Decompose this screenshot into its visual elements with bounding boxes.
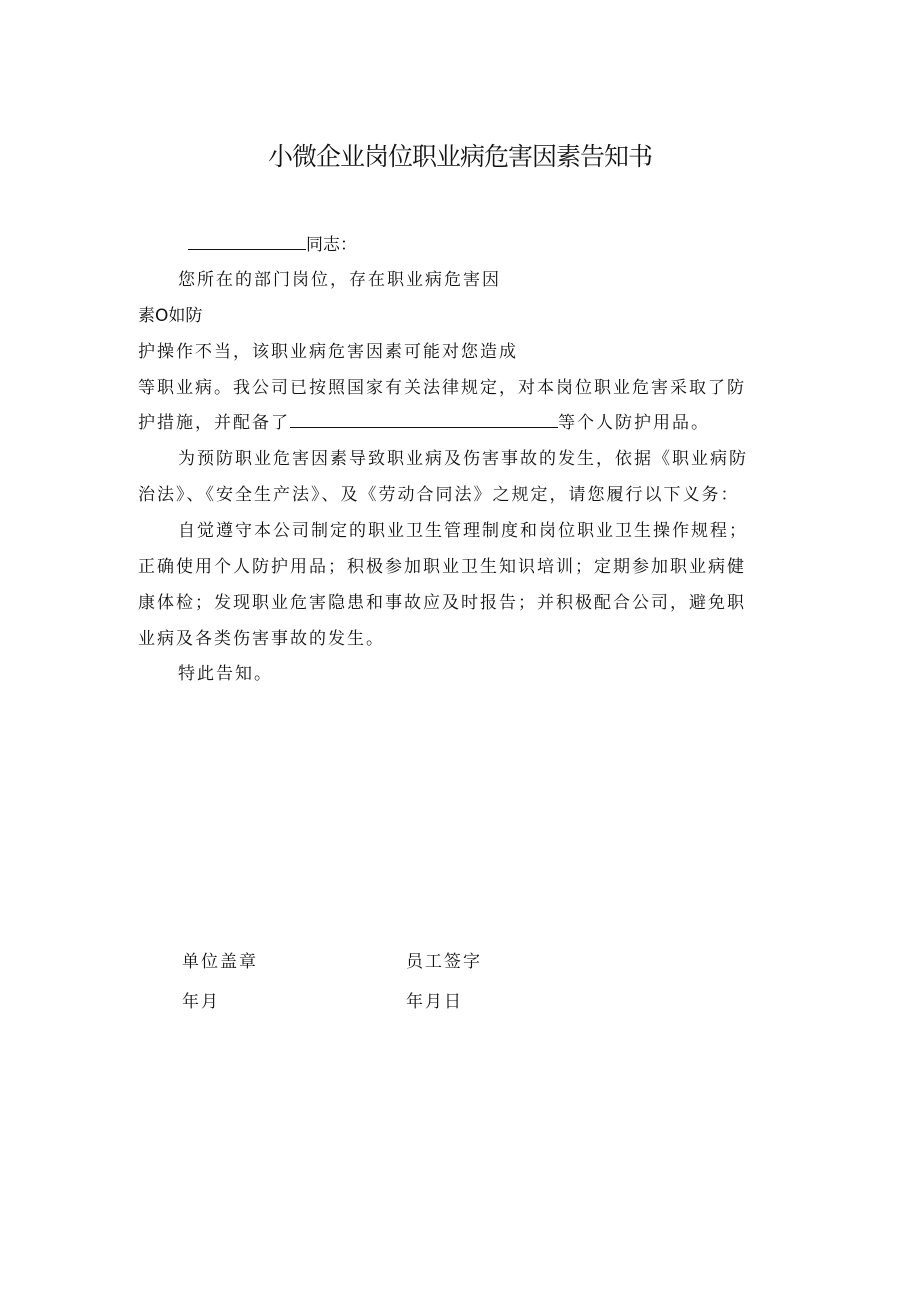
salutation-line xyxy=(188,232,357,257)
salutation-suffix: 同志： xyxy=(306,235,357,255)
paragraph2-line2: 治法》、《安全生产法》、及《劳动合同法》之规定，请您履行以下义务： xyxy=(138,485,740,505)
document-title: 小微企业岗位职业病危害因素告知书 xyxy=(267,142,652,171)
employee-date-label: 年月日 xyxy=(406,992,463,1012)
paragraph3-line2: 正确使用个人防护用品；积极参加职业卫生知识培训；定期参加职业病健 xyxy=(138,557,746,577)
paragraph1-line4: 等职业病。我公司已按照国家有关法律规定，对本岗位职业危害采取了防 xyxy=(138,378,746,398)
paragraph1-line2: 素O如防 xyxy=(138,306,203,326)
paragraph3-line3: 康体检；发现职业危害隐患和事故应及时报告；并积极配合公司，避免职 xyxy=(138,593,746,613)
paragraph3-line4: 业病及各类伤害事故的发生。 xyxy=(138,629,385,649)
paragraph1-line3: 护操作不当，该职业病危害因素可能对您造成 xyxy=(138,342,518,362)
ppe-blank[interactable] xyxy=(290,410,558,428)
ppe-prefix: 护措施，并配备了 xyxy=(138,413,290,433)
paragraph2-line1: 为预防职业危害因素导致职业病及伤害事故的发生，依据《职业病防 xyxy=(178,449,748,469)
paragraph1-line1: 您所在的部门岗位，存在职业病危害因 xyxy=(178,270,501,290)
ppe-suffix: 等个人防护用品。 xyxy=(558,413,710,433)
paragraph3-line1: 自觉遵守本公司制定的职业卫生管理制度和岗位职业卫生操作规程； xyxy=(178,521,748,541)
name-blank[interactable] xyxy=(188,232,306,250)
unit-seal-label: 单位盖章 xyxy=(182,952,258,972)
closing-line: 特此告知。 xyxy=(178,664,273,684)
unit-date-label: 年月 xyxy=(182,992,220,1012)
paragraph1-line5 xyxy=(138,410,710,435)
employee-sign-label: 员工签字 xyxy=(406,952,482,972)
